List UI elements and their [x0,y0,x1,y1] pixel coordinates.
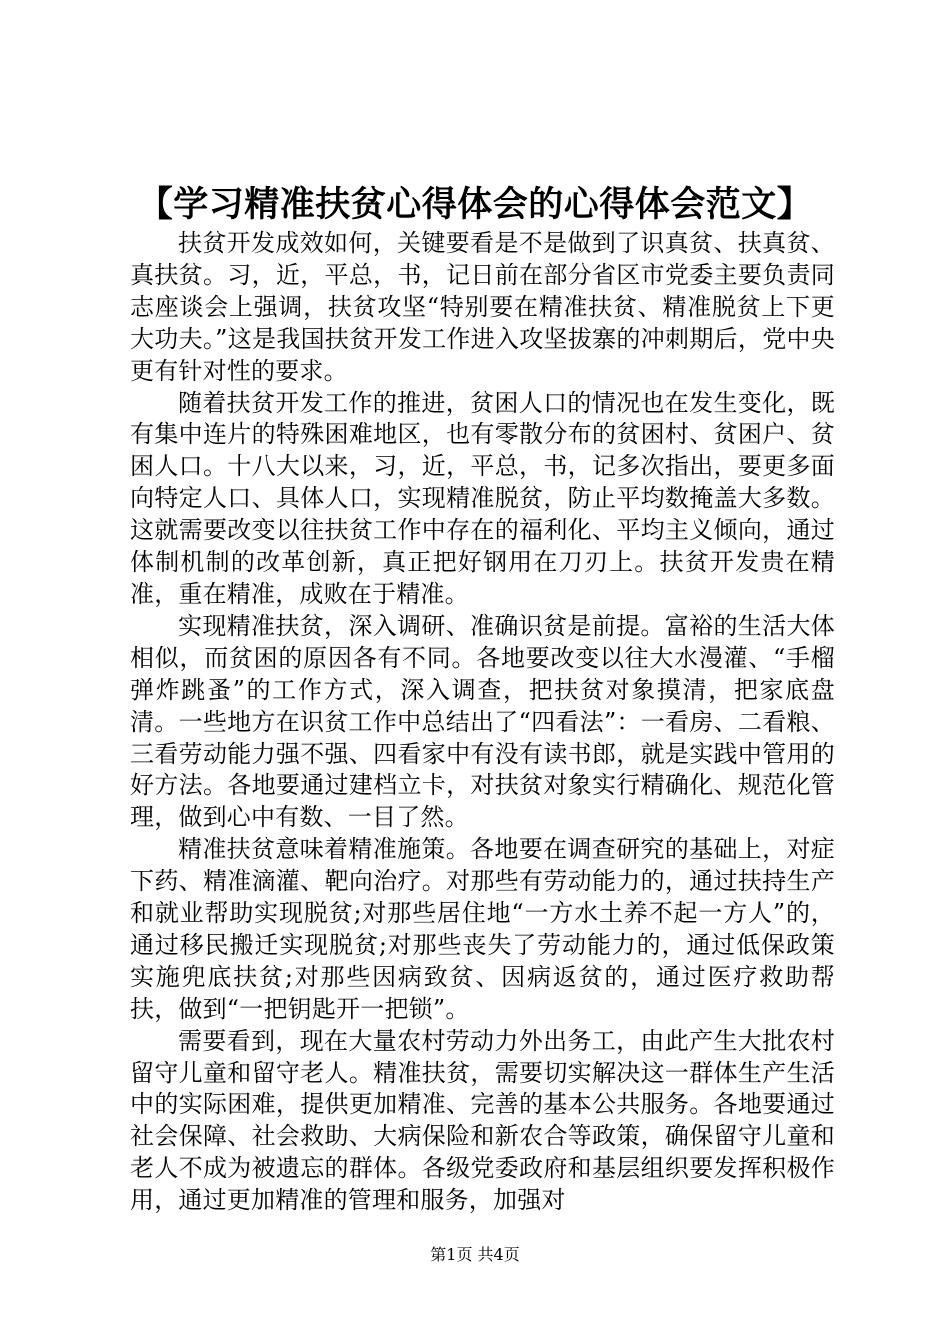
page-number-footer: 第1页 共4页 [430,1245,520,1264]
paragraph: 精准扶贫意味着精准施策。各地要在调查研究的基础上，对症下药、精准滴灌、靶向治疗。对那些有劳动能力的，通过扶持生产和就业帮助实现脱贫;对那些居住地“一方水土养不起一方人”的，通过移民搬迁实现脱贫;对那些丧失了劳动能力的，通过低保政策实施兜底扶贫;对那些因病致贫、因病返贫的，通过医疗救助帮扶，做到“一把钥匙开一把锁”。 [130,835,835,1023]
paragraph: 随着扶贫开发工作的推进，贫困人口的情况也在发生变化，既有集中连片的特殊困难地区，也有零散分布的贫困村、贫困户、贫困人口。十八大以来，习，近，平总，书，记多次指出，要更多面向特定人口、具体人口，实现精准脱贫，防止平均数掩盖大多数。这就需要改变以往扶贫工作中存在的福利化、平均主义倾向，通过体制机制的改革创新，真正把好钢用在刀刃上。扶贫开发贵在精准，重在精准，成败在于精准。 [130,388,835,608]
paragraph: 实现精准扶贫，深入调研、准确识贫是前提。富裕的生活大体相似，而贫困的原因各有不同。各地要改变以往大水漫灌、“手榴弹炸跳蚤”的工作方式，深入调查，把扶贫对象摸清，把家底盘清。一些地方在识贫工作中总结出了“四看法”：一看房、二看粮、三看劳动能力强不强、四看家中有没有读书郎，就是实践中管用的好方法。各地要通过建档立卡，对扶贫对象实行精确化、规范化管理，做到心中有数、一目了然。 [130,611,835,832]
paragraph: 需要看到，现在大量农村劳动力外出务工，由此产生大批农村留守儿童和留守老人。精准扶贫，需要切实解决这一群体生产生活中的实际困难，提供更加精准、完善的基本公共服务。各地要通过社会保障、社会救助、大病保险和新农合等政策，确保留守儿童和老人不成为被遗忘的群体。各级党委政府和基层组织要发挥积极作用，通过更加精准的管理和服务，加强对 [130,1026,835,1215]
document-title: 【学习精准扶贫心得体会的心得体会范文】 [137,185,813,225]
document-body [130,228,835,1217]
paragraph: 扶贫开发成效如何，关键要看是不是做到了识真贫、扶真贫、真扶贫。习，近，平总，书，记日前在部分省区市党委主要负责同志座谈会上强调，扶贫攻坚“特别要在精准扶贫、精准脱贫上下更大功夫。”这是我国扶贫开发工作进入攻坚拔寨的冲刺期后，党中央更有针对性的要求。 [130,229,835,385]
